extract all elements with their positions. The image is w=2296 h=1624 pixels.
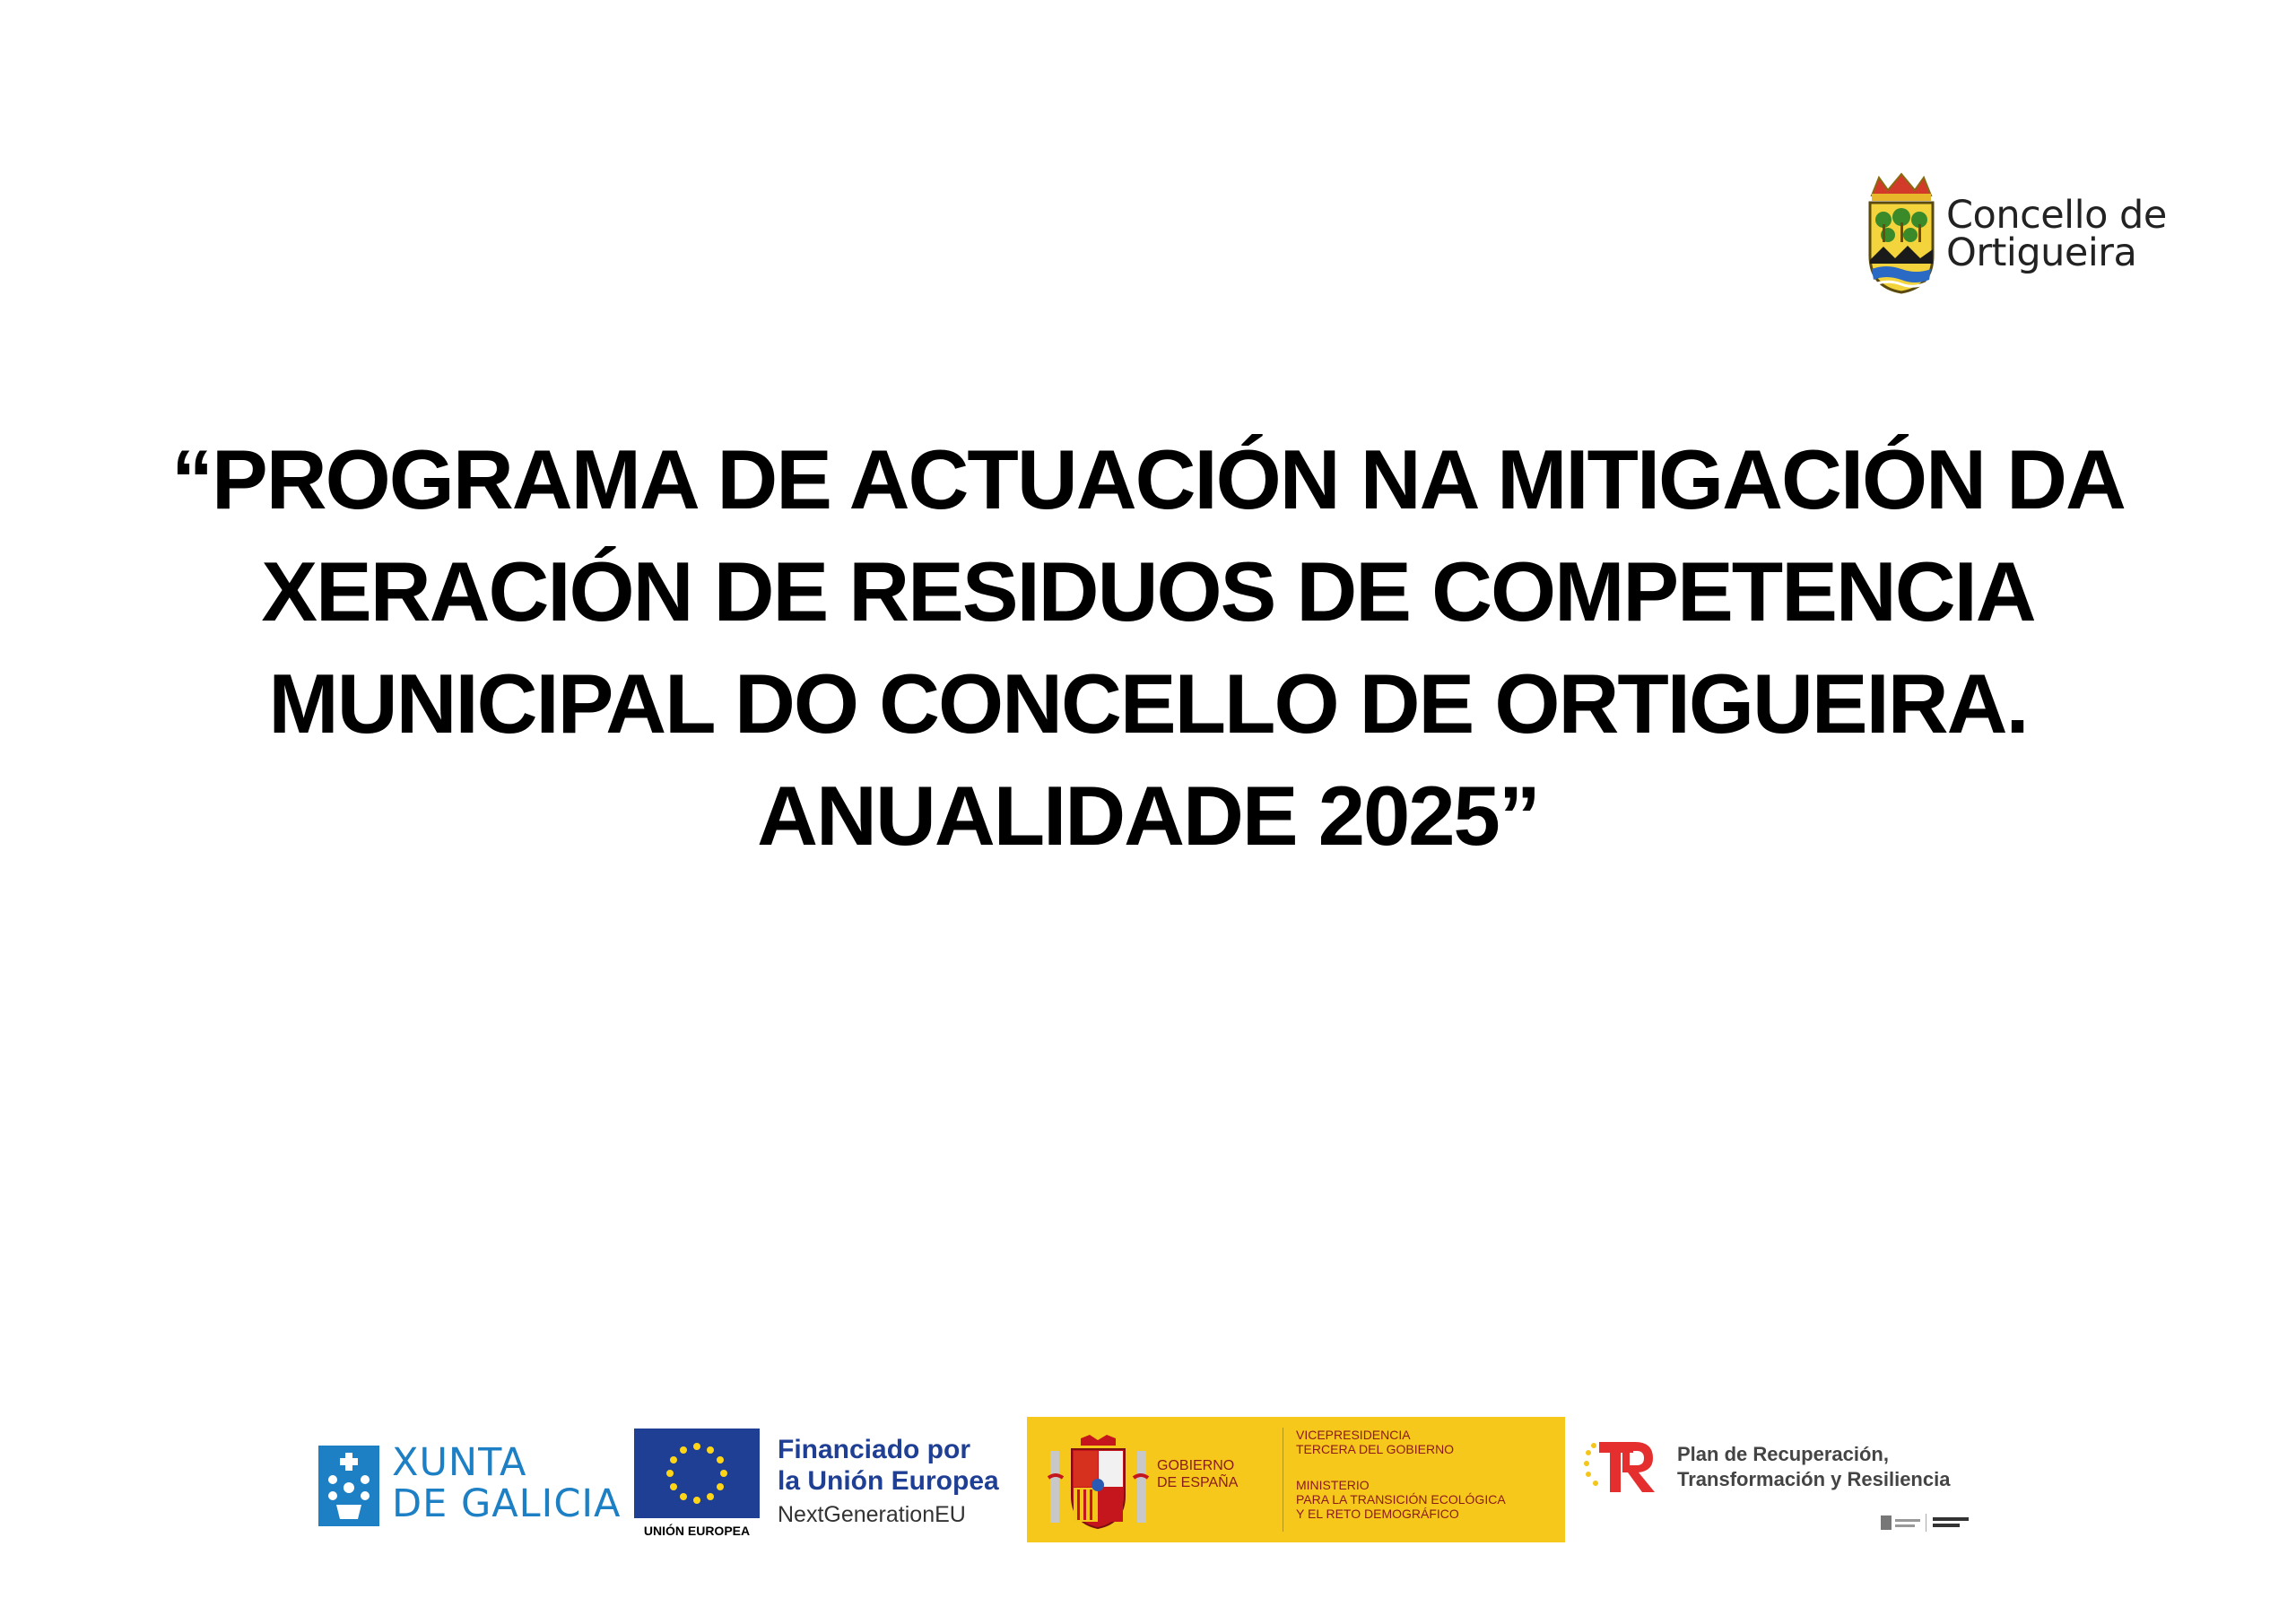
prtr-logo [1583, 1426, 1996, 1542]
document-title [135, 423, 2161, 872]
eu-funding-logo [634, 1429, 1011, 1541]
xunta-cross-icon [318, 1446, 379, 1526]
eu-star-icon [693, 1443, 700, 1450]
eu-star-icon [717, 1483, 724, 1490]
ministry-line: TERCERA DEL GOBIERNO [1296, 1442, 1455, 1456]
ministry-line: Y EL RETO DEMOGRÁFICO [1296, 1507, 1459, 1521]
gobierno-line2: DE ESPAÑA [1157, 1475, 1239, 1490]
xunta-line1: XUNTA [392, 1440, 527, 1485]
ministry-line: PARA LA TRANSICIÓN ECOLÓGICA [1296, 1492, 1506, 1507]
ministry-line: VICEPRESIDENCIA [1296, 1428, 1411, 1442]
spain-coat-of-arms-icon [1047, 1433, 1150, 1532]
eu-star-icon [680, 1493, 687, 1500]
concello-logo [1861, 170, 2184, 296]
eu-star-icon [707, 1493, 714, 1500]
eu-flag-label: UNIÓN EUROPEA [643, 1524, 751, 1538]
gobierno-espana-logo [1027, 1417, 1565, 1542]
prtr-line1: Plan de Recuperación, [1677, 1443, 1889, 1465]
eu-star-icon [693, 1497, 700, 1504]
eu-star-icon [707, 1446, 714, 1454]
eu-star-icon [670, 1456, 677, 1463]
ortigueira-crest-icon [1861, 170, 1942, 296]
prtr-logo-icon [1583, 1433, 1659, 1500]
title-line: “PROGRAMA DE ACTUACIÓN NA MITIGACIÓN DA [171, 432, 2125, 526]
xunta-line2: DE GALICIA [392, 1481, 622, 1526]
title-line: MUNICIPAL DO CONCELLO DE ORTIGUEIRA. [268, 656, 2028, 751]
eu-funded-line1: Financiado por [778, 1435, 971, 1464]
eu-star-icon [680, 1446, 687, 1454]
espana-puede-icon [1879, 1512, 1987, 1533]
funding-logos-bar [0, 1417, 2296, 1551]
gobierno-line1: GOBIERNO [1157, 1458, 1235, 1473]
gobierno-text [1157, 1457, 1238, 1491]
prtr-line2: Transformación y Resiliencia [1677, 1468, 1951, 1490]
next-generation-eu-label: NextGenerationEU [778, 1502, 966, 1527]
eu-star-icon [670, 1483, 677, 1490]
eu-star-icon [717, 1456, 724, 1463]
title-line: XERACIÓN DE RESIDUOS DE COMPETENCIA [261, 544, 2035, 638]
xunta-logo [318, 1440, 622, 1541]
ministry-line: MINISTERIO [1296, 1478, 1370, 1492]
eu-star-icon [720, 1470, 727, 1477]
title-line: ANUALIDADE 2025” [757, 769, 1539, 863]
eu-star-icon [666, 1470, 674, 1477]
eu-flag-icon [634, 1429, 760, 1518]
org-name-line2: Ortigueira [1946, 230, 2137, 275]
eu-funded-line2: la Unión Europea [778, 1466, 999, 1496]
org-name-line1: Concello de [1946, 193, 2167, 238]
